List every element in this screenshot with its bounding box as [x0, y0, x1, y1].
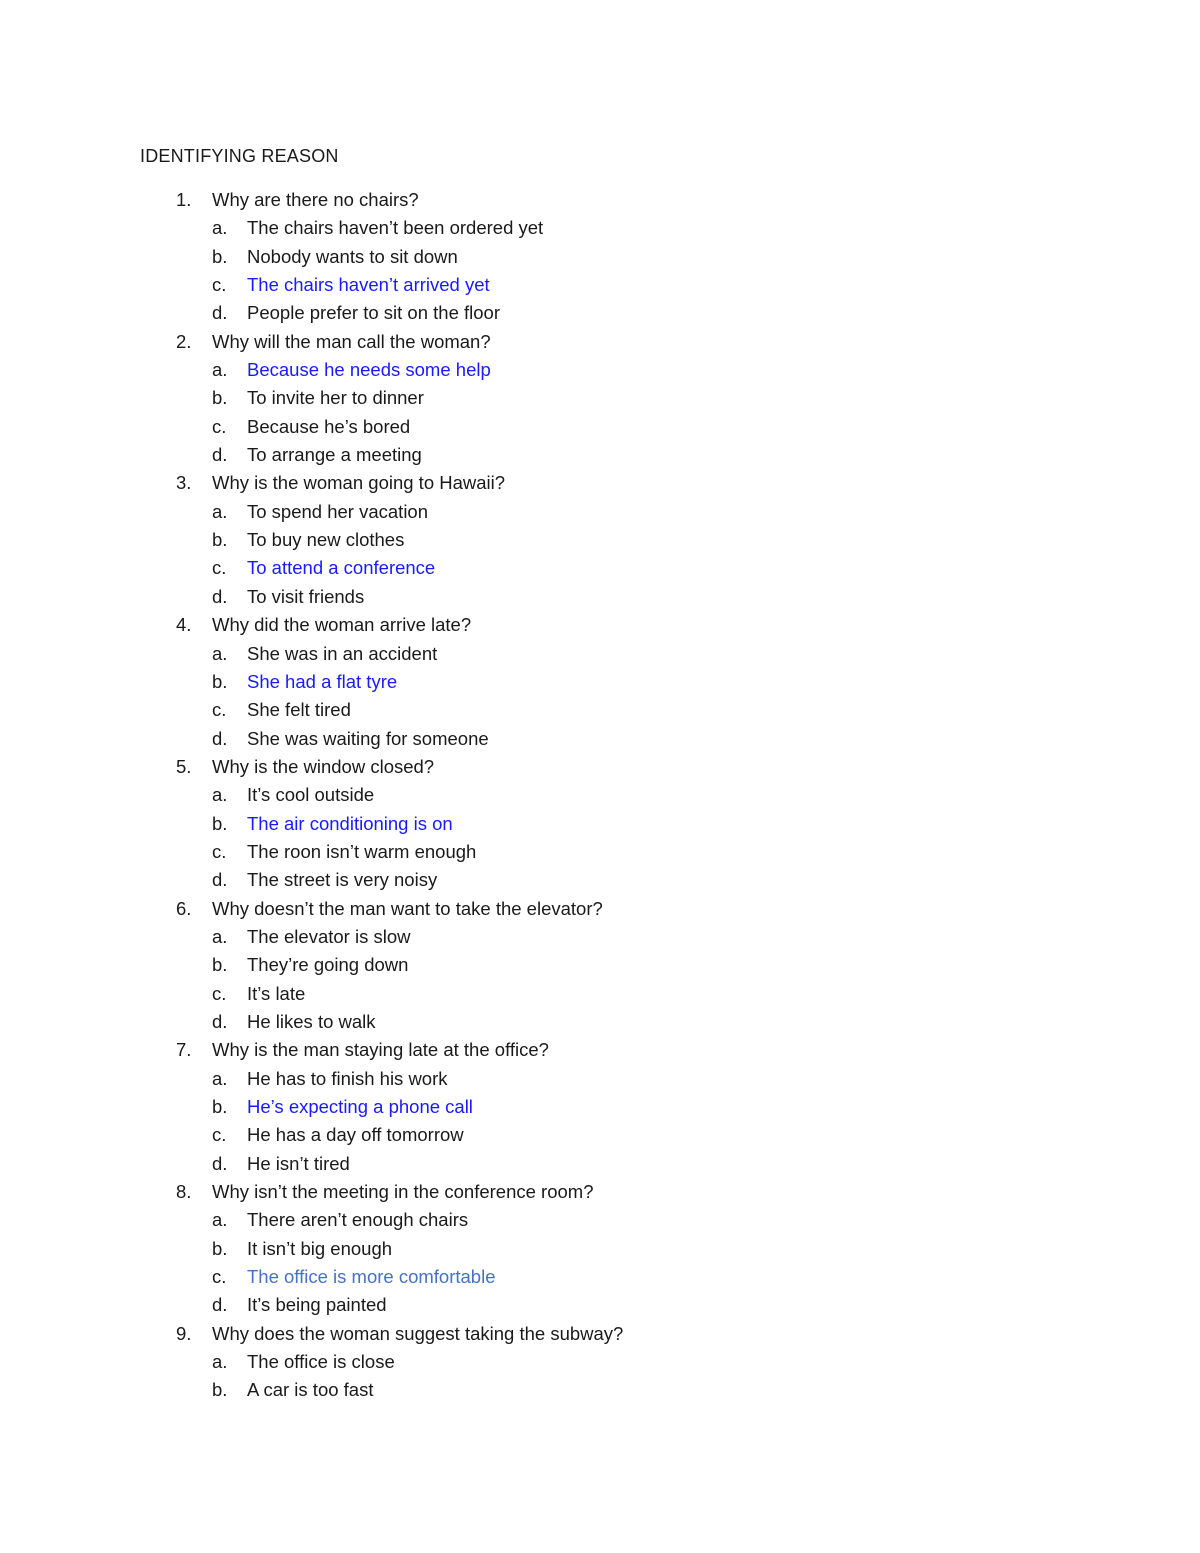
- question-number: 4.: [176, 614, 192, 636]
- option-2-4: [0, 441, 1200, 469]
- option-3-2: [0, 526, 1200, 554]
- option-letter: a.: [212, 217, 228, 239]
- question-6: [0, 895, 1200, 923]
- option-text: It’s late: [247, 982, 306, 1004]
- question-number: 7.: [176, 1039, 192, 1061]
- option-1-2: [0, 243, 1200, 271]
- question-4: [0, 611, 1200, 639]
- option-5-4: [0, 866, 1200, 894]
- option-4-1: [0, 640, 1200, 668]
- answer-option-text: She had a flat tyre: [247, 670, 398, 692]
- option-text: He likes to walk: [247, 1010, 376, 1032]
- question-1: [0, 186, 1200, 214]
- option-text: To invite her to dinner: [247, 387, 424, 409]
- option-2-1: [0, 356, 1200, 384]
- option-letter: b.: [212, 1096, 228, 1117]
- option-5-3: [0, 838, 1200, 866]
- option-2-3: [0, 413, 1200, 441]
- question-text: Why doesn’t the man want to take the elevator?: [212, 897, 603, 919]
- option-7-2: [0, 1093, 1200, 1121]
- option-letter: d.: [212, 302, 228, 324]
- question-number: 3.: [176, 472, 192, 494]
- option-text: To arrange a meeting: [247, 444, 422, 466]
- answer-option-text: To attend a conference: [247, 557, 436, 579]
- option-letter: c.: [212, 415, 227, 437]
- question-text: Why will the man call the woman?: [212, 330, 491, 352]
- option-4-4: [0, 725, 1200, 753]
- question-text: Why is the window closed?: [212, 755, 435, 777]
- option-letter: a.: [212, 1209, 228, 1231]
- option-text: There aren’t enough chairs: [247, 1209, 469, 1231]
- question-number: 8.: [176, 1181, 192, 1203]
- question-text: Why does the woman suggest taking the subway?: [212, 1322, 624, 1344]
- option-8-2: [0, 1235, 1200, 1263]
- answer-option-text: The chairs haven’t arrived yet: [247, 274, 490, 296]
- option-letter: d.: [212, 727, 228, 749]
- answer-option-text: He’s expecting a phone call: [247, 1096, 473, 1117]
- question-3: [0, 469, 1200, 497]
- option-9-1: [0, 1348, 1200, 1376]
- option-letter: a.: [212, 784, 228, 806]
- option-text: He has to finish his work: [247, 1067, 448, 1089]
- option-letter: d.: [212, 1152, 228, 1174]
- option-letter: b.: [212, 812, 228, 834]
- option-6-4: [0, 1008, 1200, 1036]
- option-letter: b.: [212, 1237, 228, 1259]
- option-text: She felt tired: [247, 699, 351, 721]
- question-text: Why isn’t the meeting in the conference room?: [212, 1181, 594, 1203]
- option-text: She was in an accident: [247, 642, 438, 664]
- option-text: The street is very noisy: [247, 869, 438, 891]
- option-text: He isn’t tired: [247, 1152, 350, 1174]
- question-8: [0, 1178, 1200, 1206]
- option-text: To buy new clothes: [247, 529, 405, 551]
- option-letter: a.: [212, 925, 228, 947]
- option-text: People prefer to sit on the floor: [247, 302, 500, 324]
- question-text: Why are there no chairs?: [212, 189, 419, 210]
- option-text: The elevator is slow: [247, 925, 411, 947]
- option-letter: b.: [212, 954, 228, 976]
- option-letter: b.: [212, 387, 228, 409]
- question-9: [0, 1320, 1200, 1348]
- option-letter: b.: [212, 670, 228, 692]
- option-letter: a.: [212, 642, 228, 664]
- option-letter: c.: [212, 1124, 227, 1146]
- question-number: 9.: [176, 1322, 192, 1344]
- option-text: She was waiting for someone: [247, 727, 489, 749]
- question-number: 6.: [176, 897, 192, 919]
- option-6-2: [0, 951, 1200, 979]
- option-text: They’re going down: [247, 954, 409, 976]
- option-letter: a.: [212, 500, 228, 522]
- option-text: He has a day off tomorrow: [247, 1124, 464, 1146]
- option-text: It isn’t big enough: [247, 1237, 393, 1259]
- option-text: Because he’s bored: [247, 415, 411, 437]
- option-text: It’s being painted: [247, 1294, 387, 1316]
- question-number: 5.: [176, 755, 192, 777]
- option-letter: d.: [212, 869, 228, 891]
- option-letter: a.: [212, 359, 228, 381]
- option-text: A car is too fast: [247, 1379, 374, 1401]
- page-title: IDENTIFYING REASON: [140, 146, 339, 166]
- option-letter: b.: [212, 245, 228, 267]
- option-text: To visit friends: [247, 585, 365, 607]
- option-8-3: [0, 1263, 1200, 1291]
- option-letter: d.: [212, 585, 228, 607]
- option-letter: d.: [212, 444, 228, 466]
- option-text: The office is close: [247, 1351, 395, 1373]
- question-number: 1.: [176, 189, 192, 210]
- question-text: Why is the woman going to Hawaii?: [212, 472, 506, 494]
- option-3-4: [0, 583, 1200, 611]
- option-3-1: [0, 498, 1200, 526]
- question-text: Why is the man staying late at the office?: [212, 1039, 549, 1061]
- option-text: It’s cool outside: [247, 784, 375, 806]
- option-letter: c.: [212, 840, 227, 862]
- option-letter: a.: [212, 1067, 228, 1089]
- option-1-1: [0, 214, 1200, 242]
- option-letter: c.: [212, 1266, 227, 1288]
- option-8-1: [0, 1206, 1200, 1234]
- option-5-2: [0, 810, 1200, 838]
- option-letter: c.: [212, 699, 227, 721]
- question-2: [0, 328, 1200, 356]
- option-9-2: [0, 1376, 1200, 1404]
- option-letter: c.: [212, 557, 227, 579]
- option-1-4: [0, 299, 1200, 327]
- answer-option-text: The office is more comfortable: [247, 1266, 496, 1288]
- option-letter: b.: [212, 1379, 228, 1401]
- question-5: [0, 753, 1200, 781]
- option-8-4: [0, 1291, 1200, 1319]
- answer-option-text: Because he needs some help: [247, 359, 491, 381]
- option-1-3: [0, 271, 1200, 299]
- option-3-3: [0, 554, 1200, 582]
- question-text: Why did the woman arrive late?: [212, 614, 472, 636]
- option-letter: c.: [212, 274, 227, 296]
- option-letter: b.: [212, 529, 228, 551]
- question-list: [0, 186, 1200, 1405]
- option-text: The roon isn’t warm enough: [247, 840, 477, 862]
- option-6-1: [0, 923, 1200, 951]
- option-7-4: [0, 1150, 1200, 1178]
- option-5-1: [0, 781, 1200, 809]
- option-7-3: [0, 1121, 1200, 1149]
- option-letter: d.: [212, 1010, 228, 1032]
- option-4-2: [0, 668, 1200, 696]
- option-text: The chairs haven’t been ordered yet: [247, 217, 544, 239]
- question-7: [0, 1036, 1200, 1064]
- option-4-3: [0, 696, 1200, 724]
- option-letter: a.: [212, 1351, 228, 1373]
- answer-option-text: The air conditioning is on: [247, 812, 453, 834]
- question-number: 2.: [176, 330, 192, 352]
- option-2-2: [0, 384, 1200, 412]
- option-text: Nobody wants to sit down: [247, 245, 458, 267]
- option-text: To spend her vacation: [247, 500, 429, 522]
- option-7-1: [0, 1065, 1200, 1093]
- option-6-3: [0, 980, 1200, 1008]
- option-letter: c.: [212, 982, 227, 1004]
- option-letter: d.: [212, 1294, 228, 1316]
